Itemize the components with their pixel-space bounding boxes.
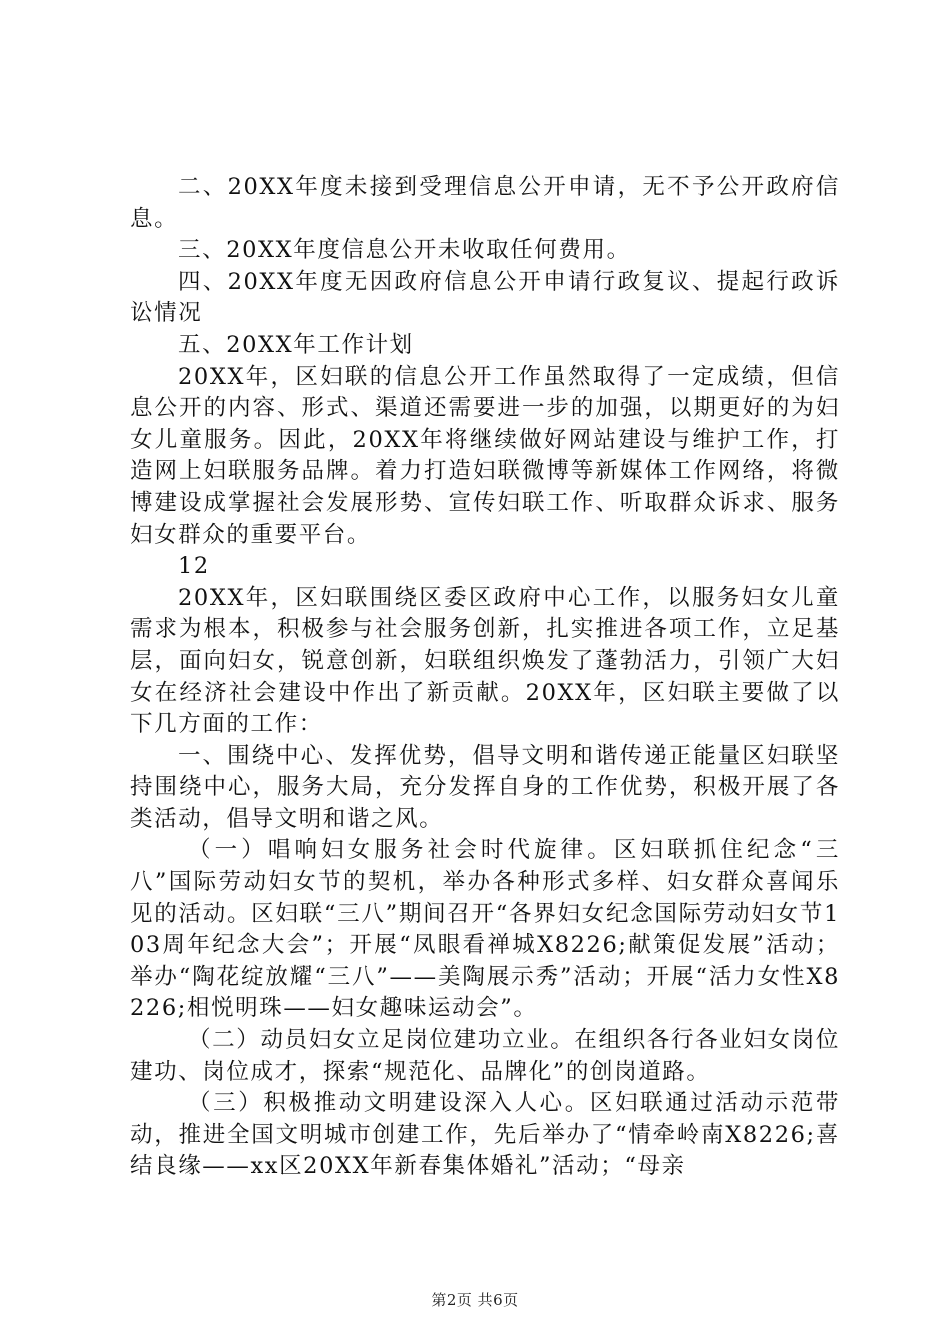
paragraph-work-plan: 20XX年，区妇联的信息公开工作虽然取得了一定成绩，但信息公开的内容、形式、渠道还需要进一步的加强，以期更好的为妇女儿童服务。因此，20XX年将继续做好网站建设与维护工作，打造网上妇联服务品牌。着力打造妇联微博等新媒体工作网络，将微博建设成掌握社会发展形势、宣传妇联工作、听取群众诉求、服务妇女群众的重要平台。 [130, 363, 840, 548]
page-number-footer: 第2页 共6页 [431, 1291, 519, 1309]
paragraph-section-3: 三、20XX年度信息公开未收取任何费用。 [178, 237, 631, 264]
paragraph-section-2: 二、20XX年度未接到受理信息公开申请，无不予公开政府信息。 [130, 174, 840, 232]
paragraph-overview: 20XX年，区妇联围绕区委区政府中心工作，以服务妇女儿童需求为根本，积极参与社会服务创新，扎实推进各项工作，立足基层，面向妇女，锐意创新，妇联组织焕发了蓬勃活力，引领广大妇女在经济社会建设中作出了新贡献。20XX年，区妇联主要做了以下几方面的工作： [130, 584, 840, 738]
paragraph-section-4: 四、20XX年度无因政府信息公开申请行政复议、提起行政诉讼情况 [130, 268, 840, 327]
paragraph-part-1: 一、围绕中心、发挥优势，倡导文明和谐传递正能量区妇联坚持围绕中心，服务大局，充分发挥自身的工作优势，积极开展了各类活动，倡导文明和谐之风。 [130, 742, 840, 832]
paragraph-item-1: （一）唱响妇女服务社会时代旋律。区妇联抓住纪念“三八”国际劳动妇女节的契机，举办各种形式多样、妇女群众喜闻乐见的活动。区妇联“三八”期间召开“各界妇女纪念国际劳动妇女节103周年纪念大会”；开展“凤眼看禅城X8226;献策促发展”活动；举办“陶花绽放耀“三八”——美陶展示秀”活动；开展“活力女性X8226;相悦明珠——妇女趣味运动会”。 [130, 837, 840, 1022]
paragraph-item-2: （二）动员妇女立足岗位建功立业。在组织各行各业妇女岗位建功、岗位成才，探索“规范化、品牌化”的创岗道路。 [130, 1027, 840, 1085]
paragraph-number: 12 [178, 553, 210, 580]
document-body [130, 172, 840, 1183]
paragraph-item-3: （三）积极推动文明建设深入人心。区妇联通过活动示范带动，推进全国文明城市创建工作，先后举办了“情牵岭南X8226;喜结良缘——xx区20XX年新春集体婚礼”活动；“母亲 [130, 1090, 840, 1180]
paragraph-section-5-heading: 五、20XX年工作计划 [178, 331, 414, 358]
